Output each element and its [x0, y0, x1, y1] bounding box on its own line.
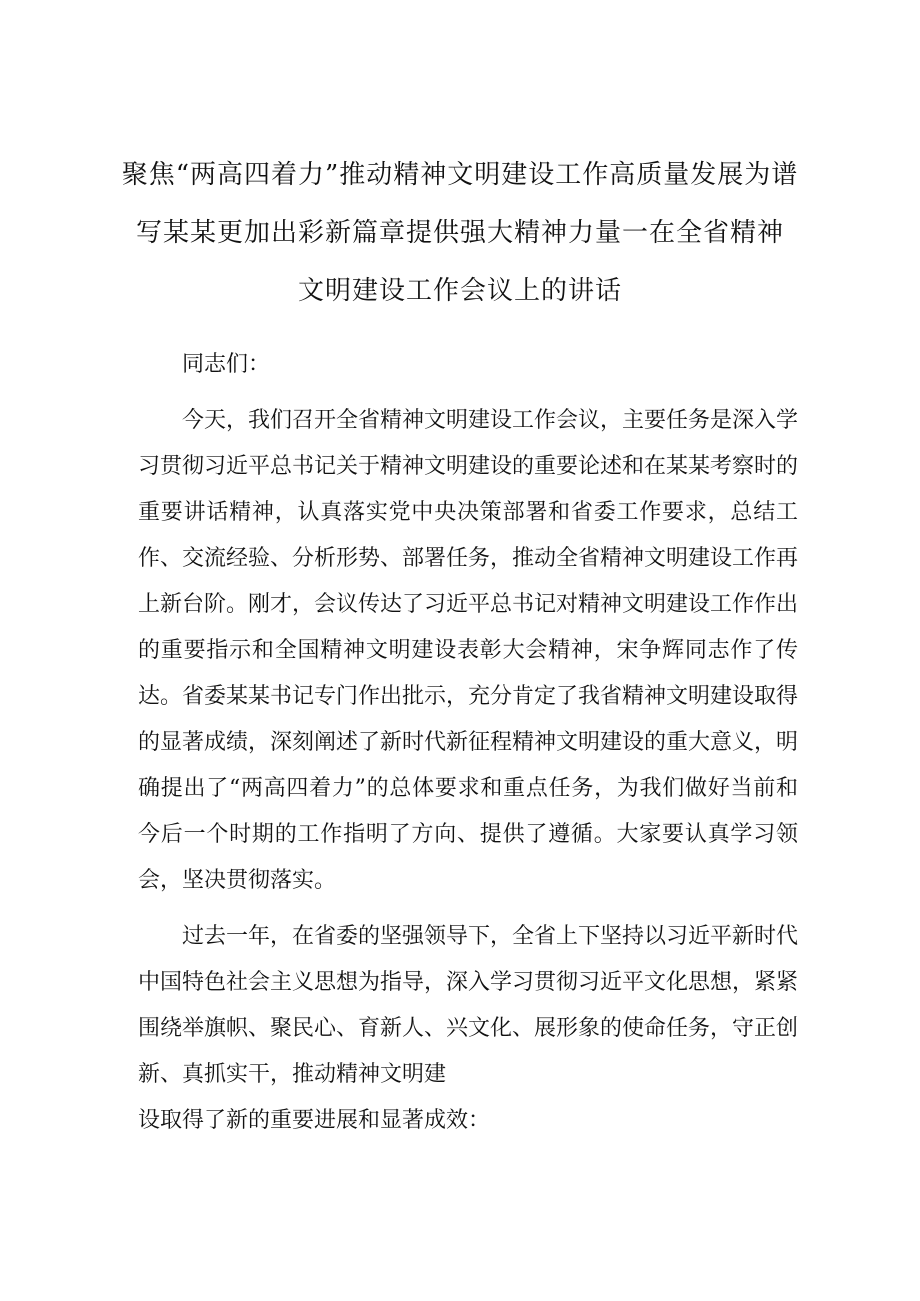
paragraph-2: 过去一年，在省委的坚强领导下，全省上下坚持以习近平新时代中国特色社会主义思想为指导，深入学习贯彻习近平文化思想，紧紧围绕举旗帜、聚民心、育新人、兴文化、展形象的使命任务，守正创新、真抓实干，推动精神文明建 — [138, 924, 799, 1087]
document-title — [120, 146, 800, 320]
document-body — [138, 342, 798, 1144]
title-line-2: 写某某更加出彩新篇章提供强大精神力量一在全省精神 — [135, 218, 784, 248]
paragraph-1: 今天，我们召开全省精神文明建设工作会议，主要任务是深入学习贯彻习近平总书记关于精神文明建设的重要论述和在某某考察时的重要讲话精神，认真落实党中央决策部署和省委工作要求，总结工作、交流经验、分析形势、部署任务，推动全省精神文明建设工作再上新台阶。刚才，会议传达了习近平总书记对精神文明建设工作作出的重要指示和全国精神文明建设表彰大会精神，宋争辉同志作了传达。省委某某书记专门作出批示，充分肯定了我省精神文明建设取得的显著成绩，深刻阐述了新时代新征程精神文明建设的重大意义，明确提出了“两高四着力”的总体要求和重点任务，为我们做好当前和今后一个时期的工作指明了方向、提供了遵循。大家要认真学习领会，坚决贯彻落实。 — [138, 408, 799, 893]
title-line-1: 聚焦“两高四着力”推动精神文明建设工作高质量发展为谱 — [121, 160, 799, 190]
paragraph-2-continuation: 设取得了新的重要进展和显著成效： — [138, 1108, 491, 1133]
title-line-3: 文明建设工作会议上的讲话 — [297, 276, 622, 306]
salutation: 同志们： — [182, 352, 271, 377]
